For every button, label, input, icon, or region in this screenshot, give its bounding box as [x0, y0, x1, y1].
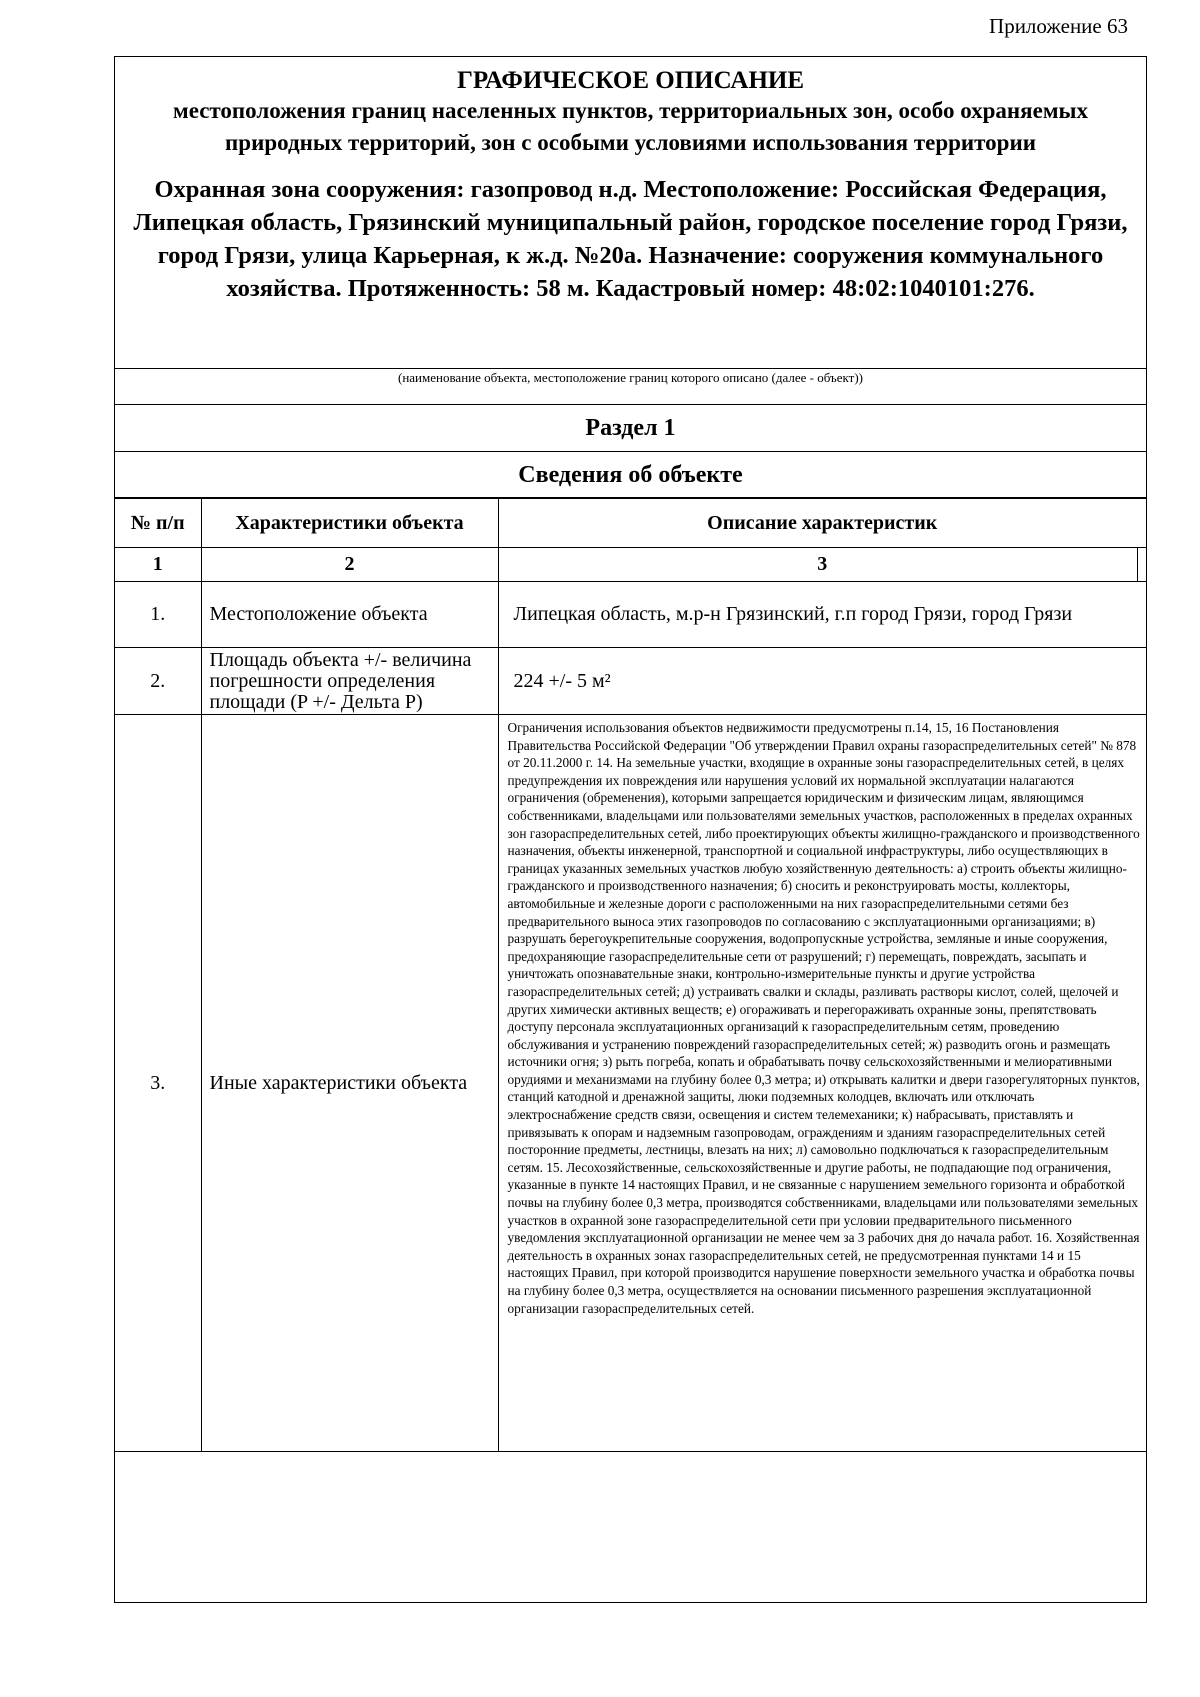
row-characteristic: Местоположение объекта	[201, 582, 498, 648]
section-subtitle: Сведения об объекте	[115, 452, 1146, 498]
row-description: Липецкая область, м.р-н Грязинский, г.п город Грязи, город Грязи	[498, 582, 1146, 648]
object-caption: (наименование объекта, местоположение границ которого описано (далее - объект))	[115, 369, 1146, 405]
table-row	[115, 648, 1146, 715]
row-number: 1.	[115, 582, 201, 648]
table-row	[115, 582, 1146, 648]
row-characteristic: Иные характеристики объекта	[201, 715, 498, 1452]
document-frame	[114, 56, 1147, 1603]
header-characteristic: Характеристики объекта	[201, 499, 498, 548]
row-description: 224 +/- 5 м²	[498, 648, 1146, 715]
object-description: Охранная зона сооружения: газопровод н.д. Местоположение: Российская Федерация, Липецкая область, Грязинский муниципальный район, городское поселение город Грязи, город Грязи, улица Карьерная, к ж.д. №20а. Назначение: сооружения коммунального хозяйства. Протяженность: 58 м. Кадастровый номер: 48:02:1040101:276.	[133, 176, 1128, 302]
column-number-2: 2	[201, 548, 498, 582]
document-header	[115, 57, 1146, 369]
row-characteristic: Площадь объекта +/- величина погрешности определения площади (P +/- Дельта P)	[201, 648, 498, 715]
header-description: Описание характеристик	[498, 499, 1146, 548]
object-info-table	[115, 498, 1146, 1452]
column-number-3	[498, 548, 1146, 582]
cell-divider	[1137, 548, 1139, 581]
table-header-row	[115, 499, 1146, 548]
row-number: 3.	[115, 715, 201, 1452]
column-number-3-text: 3	[817, 553, 828, 575]
section-title: Раздел 1	[115, 405, 1146, 452]
column-numbers-row	[115, 548, 1146, 582]
document-title: ГРАФИЧЕСКОЕ ОПИСАНИЕ	[456, 67, 805, 94]
column-number-1: 1	[115, 548, 201, 582]
table-row	[115, 715, 1146, 1452]
row-number: 2.	[115, 648, 201, 715]
appendix-label: Приложение 63	[989, 14, 1128, 38]
row-description: Ограничения использования объектов недвижимости предусмотрены п.14, 15, 16 Постановления Правительства Российской Федерации "Об утверждении Правил охраны газораспределительных сетей" № 878 от 20.11.2000 г. 14. На земельные участки, входящие в охранные зоны газораспределительных сетей, в целях предупреждения их повреждения или нарушения условий их нормальной эксплуатации налагаются ограничения (обременения), которыми запрещается юридическим и физическим лицам, являющимся собственниками, владельцами или пользователями земельных участков, расположенных в пределах охранных зон газораспределительных сетей, либо проектирующих объекты жилищно-гражданского и производственного назначения, объекты инженерной, транспортной и социальной инфраструктуры, либо осуществляющих в границах указанных земельных участков любую хозяйственную деятельность: а) строить объекты жилищно-гражданского и производственного назначения; б) сносить и реконструировать мосты, коллекторы, автомобильные и железные дороги с расположенными на них газораспределительными сетями без предварительного выноса этих газопроводов по согласованию с эксплуатационными организациями; в) разрушать берегоукрепительные сооружения, водопропускные устройства, земляные и иные сооружения, предохраняющие газораспределительные сети от разрушений; г) перемещать, повреждать, засыпать и уничтожать опознавательные знаки, контрольно-измерительные пункты и другие устройства газораспределительных сетей; д) устраивать свалки и склады, разливать растворы кислот, солей, щелочей и других химически активных веществ; е) огораживать и перегораживать охранные зоны, препятствовать доступу персонала эксплуатационных организаций к газораспределительным сетям, проведению обслуживания и устранению повреждений газораспределительных сетей; ж) разводить огонь и размещать источники огня; з) рыть погреба, копать и обрабатывать почву сельскохозяйственными и мелиоративными орудиями и механизмами на глубину более 0,3 метра; и) открывать калитки и двери газорегуляторных пунктов, станций катодной и дренажной защиты, люки подземных колодцев, включать или отключать электроснабжение средств связи, освещения и систем телемеханики; к) набрасывать, приставлять и привязывать к опорам и надземным газопроводам, ограждениям и зданиям газораспределительных сетей посторонние предметы, лестницы, влезать на них; л) самовольно подключаться к газораспределительным сетям. 15. Лесохозяйственные, сельскохозяйственные и другие работы, не подпадающие под ограничения, указанные в пункте 14 настоящих Правил, и не связанные с нарушением земельного горизонта и обработкой почвы на глубину более 0,3 метра, производятся собственниками, владельцами или пользователями земельных участков в охранной зоне газораспределительной сети при условии предварительного письменного уведомления эксплуатационной организации не менее чем за 3 рабочих дня до начала работ. 16. Хозяйственная деятельность в охранных зонах газораспределительных сетей, не предусмотренная пунктами 14 и 15 настоящих Правил, при которой производится нарушение поверхности земельного участка и обработка почвы на глубину более 0,3 метра, осуществляется на основании письменного разрешения эксплуатационной организации газораспределительных сетей.	[498, 715, 1146, 1452]
header-number: № п/п	[115, 499, 201, 548]
document-subtitle: местоположения границ населенных пунктов, территориальных зон, особо охраняемых природных территорий, зон с особыми условиями использования территории	[173, 98, 1088, 155]
